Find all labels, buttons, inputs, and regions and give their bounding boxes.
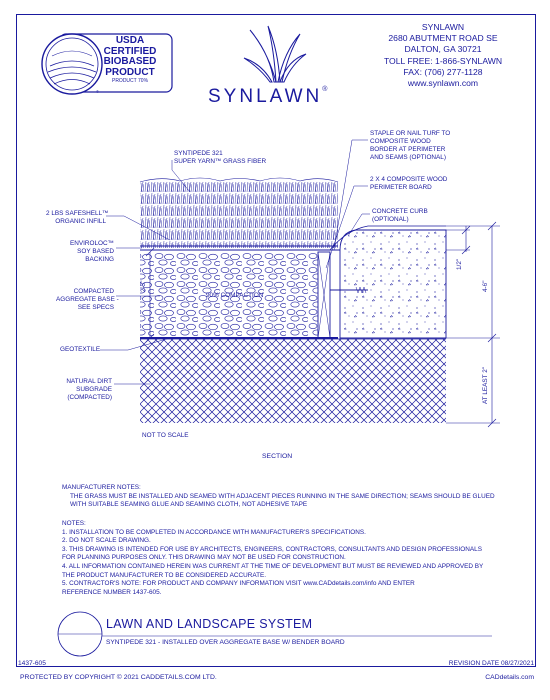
svg-text:®: ® (96, 89, 99, 94)
manufacturer-notes (62, 484, 495, 510)
manufacturer-notes-heading: MANUFACTURER NOTES: (62, 484, 141, 491)
label-backing-2: SOY BASED (77, 248, 114, 255)
label-not-to-scale: NOT TO SCALE (142, 432, 189, 439)
label-base-1: COMPACTED (73, 288, 114, 295)
natural-dirt-subgrade (140, 339, 446, 423)
caddetails-link[interactable]: CADdetails.com (485, 674, 534, 681)
note-item: 2. DO NOT SCALE DRAWING. (62, 537, 151, 545)
revision-date: REVISION DATE 08/27/2021 (448, 660, 534, 667)
label-geotextile: GEOTEXTILE (60, 346, 101, 353)
label-staple-3: BORDER AT PERIMETER (370, 146, 446, 153)
label-staple-2: COMPOSITE WOOD (370, 138, 431, 145)
label-dim-curb: 4-6" (482, 280, 489, 292)
note-item: 4. ALL INFORMATION CONTAINED HEREIN WAS CURRENT AT THE TIME OF DEVELOPMENT BUT MUST BE REVIEWED AND APPROVED BY (62, 562, 484, 570)
address-city: DALTON, GA 30721 (404, 44, 482, 55)
usda-line-4: PRODUCT (105, 66, 155, 78)
label-dim-least: AT LEAST 2" (482, 366, 489, 404)
label-backing-3: BACKING (85, 256, 114, 263)
drawing-subtitle: SYNTIPEDE 321 - INSTALLED OVER AGGREGATE BASE W/ BENDER BOARD (106, 639, 345, 646)
grass-fiber-layer (140, 182, 338, 248)
label-grass-fiber-2: SUPER YARN™ GRASS FIBER (174, 158, 267, 165)
note-item: REFERENCE NUMBER 1437-605. (62, 588, 162, 596)
drawing-reference-number: 1437-605 (18, 660, 46, 667)
notes-heading: NOTES: (62, 520, 86, 527)
address-company: SYNLAWN (421, 22, 465, 32)
label-compaction: 90% COMPACTION (206, 292, 264, 299)
label-infill (46, 210, 109, 226)
registered-mark: ® (322, 86, 331, 93)
label-dirt-3: (COMPACTED) (67, 394, 112, 401)
label-staple-4: AND SEAMS (OPTIONAL) (370, 154, 446, 161)
label-board-1: 2 X 4 COMPOSITE WOOD (370, 176, 448, 183)
label-grass-fiber (174, 150, 266, 166)
label-perimeter-board (370, 176, 447, 192)
label-staple-1: STAPLE OR NAIL TURF TO (370, 130, 451, 137)
label-natural-dirt (56, 378, 112, 402)
label-concrete-curb (372, 208, 428, 224)
note-item: 1. INSTALLATION TO BE COMPLETED IN ACCORDANCE WITH MANUFACTURER'S SPECIFICATIONS. (62, 528, 366, 536)
label-board-2: PERIMETER BOARD (370, 184, 432, 191)
general-notes (62, 520, 483, 597)
label-infill-1: 2 LBS SAFESHELL™ (46, 210, 109, 217)
brand-name: SYNLAWN (208, 86, 323, 107)
manufacturer-notes-line-1: THE GRASS MUST BE INSTALLED AND SEAMED WITH ADJACENT PIECES RUNNING IN THE SAME DIRECTION; SEAMS SHOULD BE GLUED (70, 492, 495, 500)
label-curb-2: (OPTIONAL) (372, 216, 409, 223)
label-backing (56, 240, 114, 264)
usda-line-1: USDA (115, 35, 145, 46)
label-staple (370, 130, 450, 162)
address-website: www.synlawn.com (407, 78, 479, 89)
label-aggregate-base (56, 288, 119, 312)
usda-line-2: CERTIFIED (103, 45, 157, 57)
label-infill-2: ORGANIC INFILL (55, 218, 106, 225)
note-item: 5. CONTRACTOR'S NOTE: FOR PRODUCT AND COMPANY INFORMATION VISIT www.CADdetails.com/info AND ENTER (62, 580, 415, 588)
copyright-notice: PROTECTED BY COPYRIGHT © 2021 CADDETAILS.COM LTD. (20, 674, 217, 681)
address-toll-free: TOLL FREE: 1-866-SYNLAWN (383, 55, 503, 66)
label-backing-1: ENVIROLOC™ (69, 240, 114, 247)
note-item: FOR PLANNING PURPOSES ONLY. THIS DRAWING MAY NOT BE USED FOR CONSTRUCTION. (62, 554, 346, 562)
concrete-curb (340, 230, 446, 338)
label-section: SECTION (262, 453, 293, 460)
usda-line-3: BIOBASED (103, 56, 157, 67)
note-item: 3. THIS DRAWING IS INTENDED FOR USE BY ARCHITECTS, ENGINEERS, CONTRACTORS, CONSULTANTS AND DESIGN PROFESSIONALS (62, 545, 482, 553)
label-curb-1: CONCRETE CURB (372, 208, 428, 215)
drawing-title: LAWN AND LANDSCAPE SYSTEM (106, 617, 313, 631)
label-dim-half: 1/2" (456, 258, 463, 270)
note-item: THE PRODUCT MANUFACTURER TO BE CONSIDERED ACCURATE. (62, 571, 267, 579)
label-dirt-2: SUBGRADE (76, 386, 112, 393)
address-street: 2680 ABUTMENT ROAD SE (388, 33, 498, 44)
label-grass-fiber-1: SYNTIPEDE 321 (174, 150, 223, 157)
label-dim-base: 2-3" (140, 280, 147, 292)
label-base-3: SEE SPECS (77, 304, 114, 311)
address-fax: FAX: (706) 277-1128 (403, 66, 483, 77)
label-dirt-1: NATURAL DIRT (66, 378, 112, 385)
manufacturer-notes-line-2: WITH SUITABLE SEAMING GLUE AND SEAMING CLOTH, NOT ADHESIVE TAPE (70, 501, 308, 509)
usda-product-pct: PRODUCT 70% (111, 78, 149, 84)
label-base-2: AGGREGATE BASE - (56, 296, 119, 303)
